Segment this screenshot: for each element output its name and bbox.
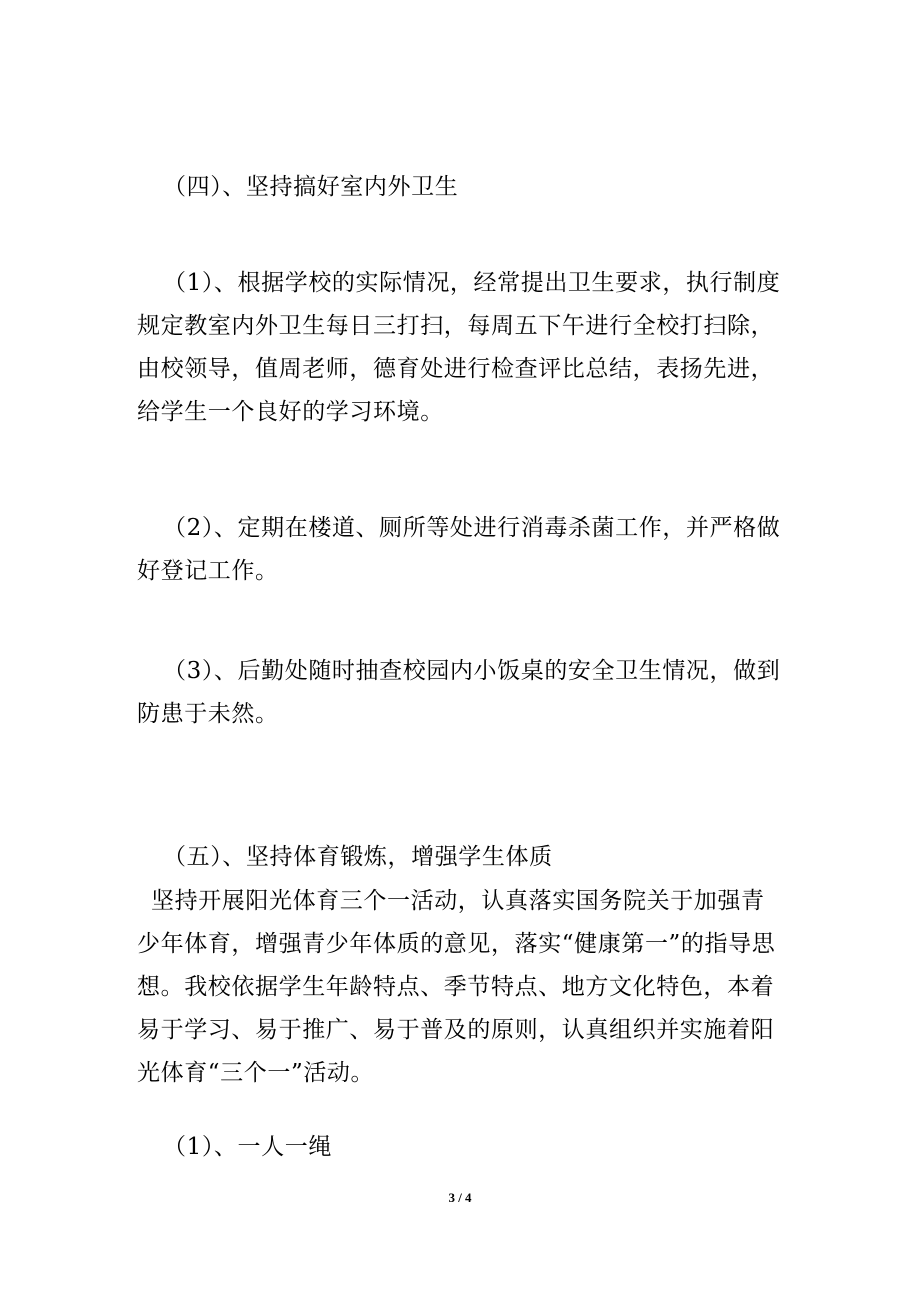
paragraph-4-3: （3）、后勤处随时抽查校园内小饭桌的安全卫生情况，做到防患于未然。 (137, 658, 781, 727)
paragraph-4-2: （2）、定期在楼道、厕所等处进行消毒杀菌工作，并严格做好登记工作。 (137, 515, 781, 584)
paragraph-5-1: （1）、一人一绳 (163, 1134, 332, 1160)
paragraph-4-1: （1）、根据学校的实际情况，经常提出卫生要求，执行制度规定教室内外卫生每日三打扫，每周五下午进行全校打扫除，由校领导，值周老师，德育处进行检查评比总结，表扬先进，给学生一个良好的学习环境。 (137, 270, 781, 425)
section-heading-4: （四）、坚持搞好室内外卫生 (163, 174, 459, 200)
page-number: 3 / 4 (448, 1190, 472, 1205)
paragraph-5-body: 坚持开展阳光体育三个一活动，认真落实国务院关于加强青少年体育，增强青少年体质的意见，落实“健康第一”的指导思想。我校依据学生年龄特点、季节特点、地方文化特色，本着易于学习、易于推广、易于普及的原则，认真组织并实施着阳光体育“三个一”活动。 (137, 888, 776, 1086)
section-heading-5: （五）、坚持体育锻炼，增强学生体质 (163, 844, 553, 870)
